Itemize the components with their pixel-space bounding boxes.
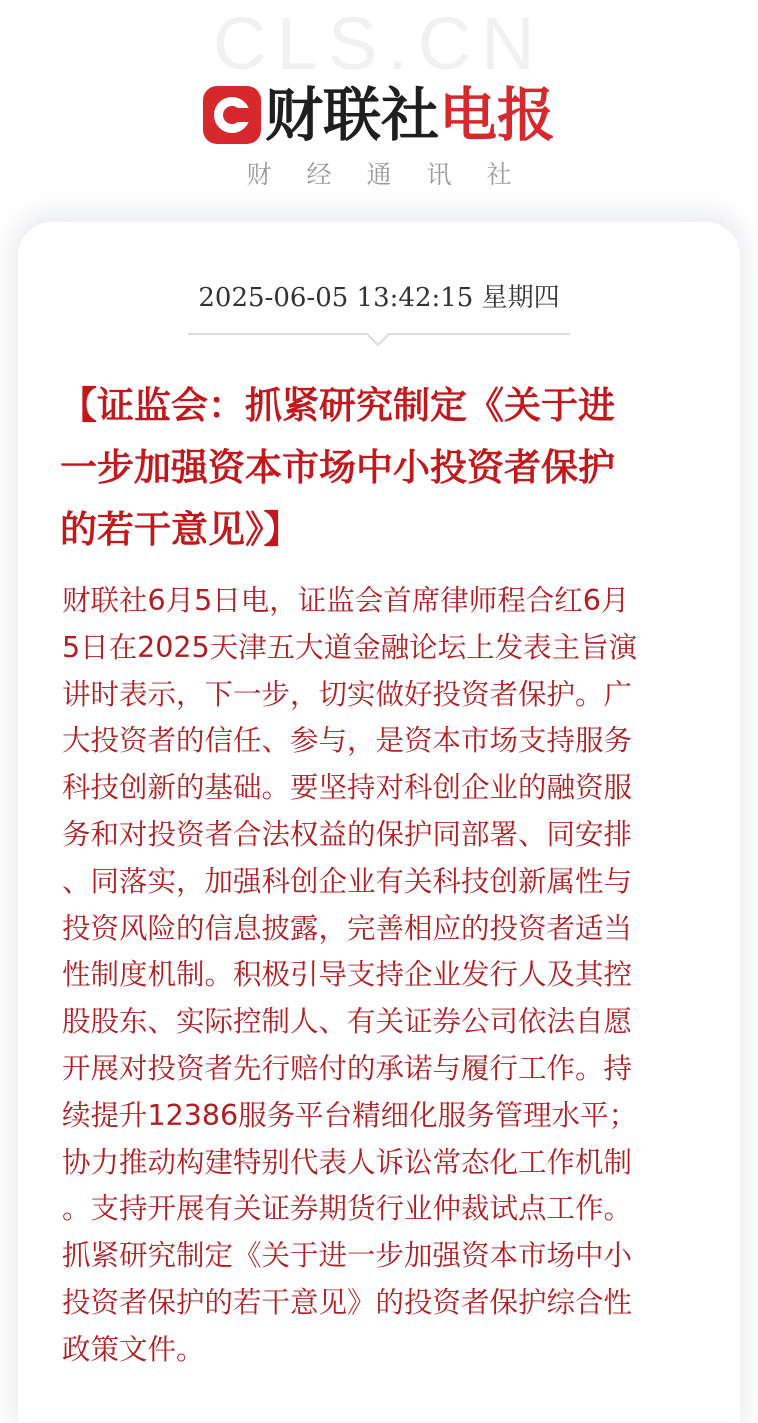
- body-line: 开展对投资者先行赔付的承诺与履行工作。持: [62, 1051, 633, 1085]
- body-line: 协力推动构建特别代表人诉讼常态化工作机制: [62, 1145, 633, 1179]
- body-line: 5日在2025天津五大道金融论坛上发表主旨演: [62, 630, 638, 664]
- body-line: 财联社6月5日电，证监会首席律师程合红6月: [62, 584, 630, 617]
- body-line: 。支持开展有关证券期货行业仲裁试点工作。: [62, 1192, 633, 1226]
- body-line: 、同落实，加强科创企业有关科技创新属性与: [62, 864, 633, 898]
- body-line: 投资风险的信息披露，完善相应的投资者适当: [62, 911, 633, 945]
- body-line: 政策文件。: [62, 1332, 205, 1366]
- body-line: 大投资者的信任、参与，是资本市场支持服务: [62, 724, 633, 758]
- brand-name-black: 财联社: [264, 81, 439, 149]
- body-line: 务和对投资者合法权益的保护同部署、同安排: [62, 817, 633, 851]
- body-line: 续提升12386服务平台精细化服务管理水平；: [62, 1098, 638, 1132]
- body-line: 投资者保护的若干意见》的投资者保护综合性: [62, 1285, 633, 1319]
- body-line: 科技创新的基础。要坚持对科创企业的融资服: [62, 771, 633, 805]
- article-body: [62, 578, 702, 1374]
- body-line: 抓紧研究制定《关于进一步加强资本市场中小: [62, 1239, 633, 1273]
- headline-line: 【证监会：抓紧研究制定《关于进: [60, 383, 615, 427]
- brand-name-red: 电报: [439, 81, 556, 149]
- cls-watermark: CLS.CN: [213, 2, 545, 85]
- body-line: 性制度机制。积极引导支持企业发行人及其控: [62, 958, 633, 992]
- brand-tagline: 财经通讯社: [246, 160, 547, 189]
- brand-logo: [203, 80, 555, 150]
- article-timestamp: 2025-06-05 13:42:15 星期四: [198, 283, 560, 313]
- logo-ring-gap: [235, 108, 255, 122]
- body-line: 讲时表示，下一步，切实做好投资者保护。广: [62, 677, 633, 711]
- brand-header: [0, 80, 758, 150]
- headline-line: 一步加强资本市场中小投资者保护: [60, 445, 615, 489]
- body-line: 股股东、实际控制人、有关证券公司依法自愿: [62, 1005, 633, 1039]
- article-headline: [60, 374, 690, 560]
- headline-line: 的若干意见》】: [60, 507, 301, 551]
- cls-logo-icon: [203, 86, 261, 144]
